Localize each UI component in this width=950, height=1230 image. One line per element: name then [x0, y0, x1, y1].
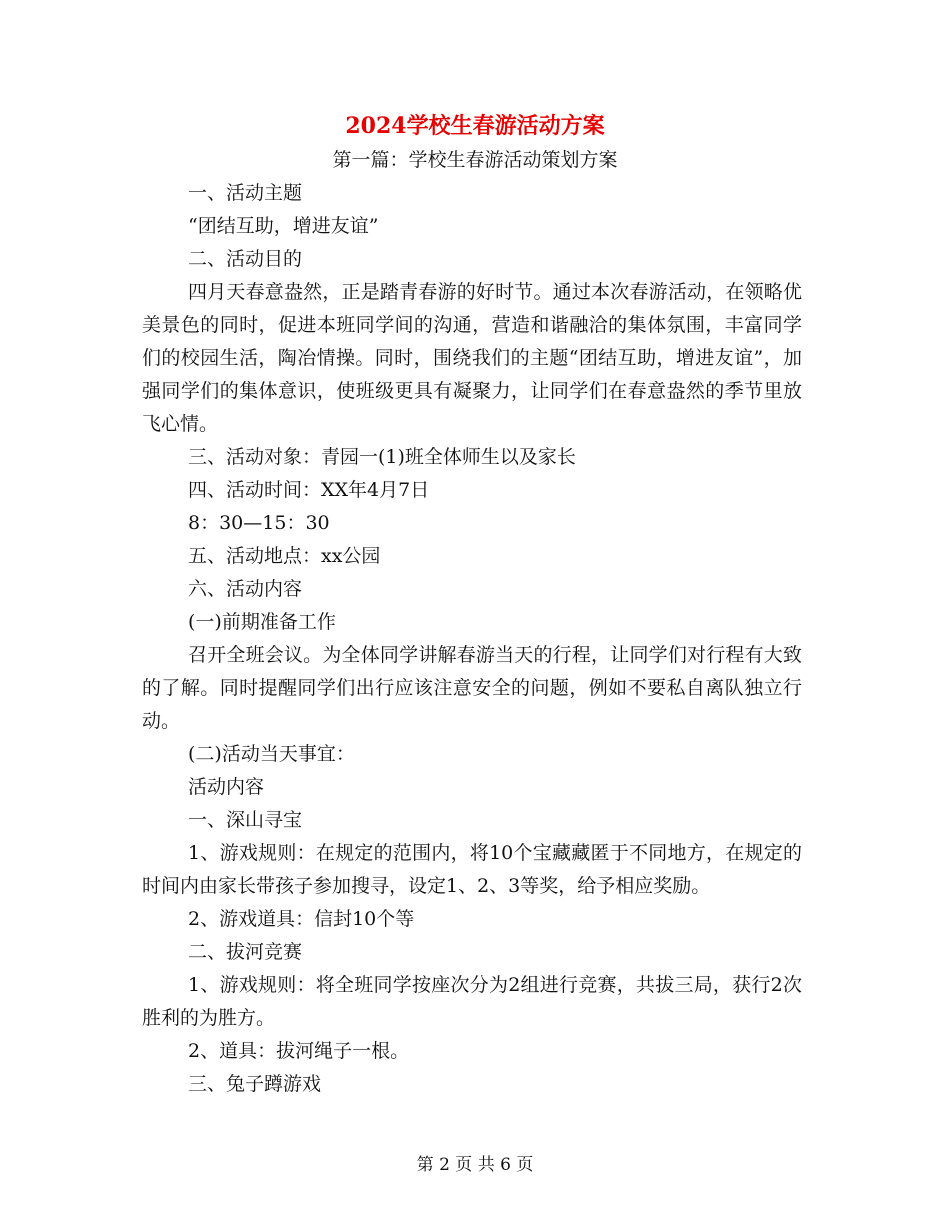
body-paragraph: 召开全班会议。为全体同学讲解春游当天的行程，让同学们对行程有大致的了解。同时提醒同学们出行应该注意安全的问题，例如不要私自离队独立行动。: [142, 644, 802, 732]
body-paragraph: 8：30—15：30: [188, 512, 330, 534]
section-heading: 五、活动地点：xx公园: [188, 545, 381, 567]
body-paragraph: 四月天春意盎然，正是踏青春游的好时节。通过本次春游活动，在领略优美景色的同时，促进本班同学间的沟通，营造和谐融洽的集体氛围，丰富同学们的校园生活，陶冶情操。同时，围绕我们的主题“团结互助，增进友谊”，加强同学们的集体意识，使班级更具有凝聚力，让同学们在春意盎然的季节里放飞心情。: [142, 281, 802, 435]
document-title: 2024学校生春游活动方案: [345, 113, 605, 139]
document-subtitle: 第一篇：学校生春游活动策划方案: [332, 149, 618, 171]
body-paragraph: 活动内容: [188, 776, 265, 798]
body-paragraph: 2、游戏道具：信封10个等: [188, 908, 415, 930]
section-heading: 四、活动时间：XX年4月7日: [188, 479, 430, 501]
section-heading: 三、兔子蹲游戏: [188, 1073, 322, 1095]
body-paragraph: 2、道具：拔河绳子一根。: [188, 1040, 410, 1062]
section-heading: 一、深山寻宝: [188, 809, 303, 831]
subsection-heading: (一)前期准备工作: [188, 611, 336, 633]
section-heading: 一、活动主题: [188, 182, 303, 204]
document-body: [142, 177, 802, 1101]
body-paragraph: 1、游戏规则：将全班同学按座次分为2组进行竞赛，共拔三局，获行2次胜利的为胜方。: [142, 974, 802, 1029]
section-heading: 二、拔河竞赛: [188, 941, 303, 963]
body-paragraph: 1、游戏规则：在规定的范围内，将10个宝藏藏匿于不同地方，在规定的时间内由家长带孩子参加搜寻，设定1、2、3等奖，给予相应奖励。: [142, 842, 802, 897]
body-paragraph: “团结互助，增进友谊”: [188, 215, 379, 237]
section-heading: 二、活动目的: [188, 248, 303, 270]
section-heading: 三、活动对象：青园一(1)班全体师生以及家长: [188, 446, 576, 468]
page-footer: 第 2 页 共 6 页: [416, 1155, 534, 1175]
subsection-heading: (二)活动当天事宜：: [188, 743, 355, 765]
section-heading: 六、活动内容: [188, 578, 303, 600]
